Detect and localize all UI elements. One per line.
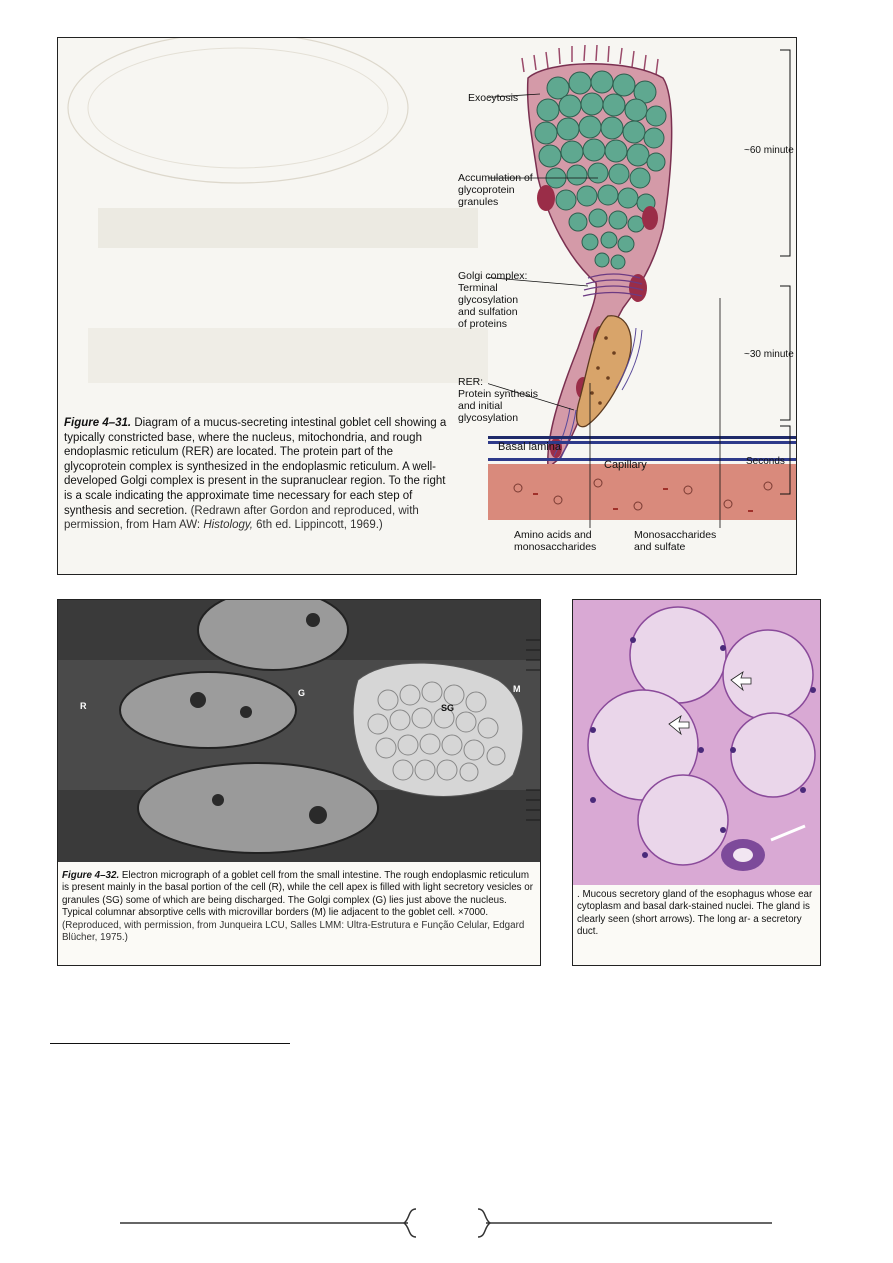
caption-title: Figure 4–32.: [62, 870, 120, 881]
label-monosaccharides: Monosaccharides and sulfate: [634, 529, 717, 553]
label-exocytosis: Exocytosis: [468, 92, 519, 104]
caption-body: Diagram of a mucus-secreting intestinal goblet cell showing a typically constricted base, where the nucleus, mitochondria, and rough endoplasmic reticulum (RER) are located. The protein part of the glycoprotein complex is synthesized in the endoplasmic reticulum. A well-developed Golgi complex is present in the supranuclear region. To the right is a scale indicating the approximate time necessary for each step of synthesis and secretion.: [64, 417, 447, 517]
time-60: ~60 minute: [744, 145, 794, 156]
label-amino-acids: Amino acids and monosaccharides: [514, 529, 597, 553]
figure-esophagus: [572, 599, 821, 966]
goblet-cell-diagram: [488, 38, 797, 575]
figure-4-32: [57, 599, 541, 966]
caption-ref-italic: Histology,: [203, 519, 253, 532]
em-label-g: G: [298, 688, 306, 698]
caption-title: Figure 4–31.: [64, 417, 132, 429]
label-golgi: Golgi complex: Terminal glycosylation and sulfation of proteins: [458, 270, 528, 330]
label-rer: RER: Protein synthesis and initial glycosylation: [458, 376, 538, 424]
footnote-rule: [50, 1043, 290, 1044]
caption-ref-a: (Redrawn after Gordon and reproduced, with permission, from Ham AW:: [64, 504, 419, 532]
em-label-m: M: [513, 684, 521, 694]
nucleus-bottom: [138, 763, 378, 853]
em-label-sg: SG: [441, 703, 455, 713]
page-footer: [120, 1207, 775, 1239]
figure-4-31: [57, 37, 797, 575]
caption-ref-b: 6th ed. Lippincott, 1969.): [252, 519, 383, 532]
nucleus-top: [198, 600, 348, 670]
caption-4-31: [64, 416, 450, 533]
em-label-r: R: [80, 701, 87, 711]
label-capillary: Capillary: [604, 459, 647, 471]
caption-4-32: [62, 870, 536, 944]
time-seconds: Seconds: [746, 456, 785, 467]
time-30: ~30 minute: [744, 349, 794, 360]
histology-image: [573, 600, 821, 885]
nucleus-mid: [120, 672, 296, 748]
caption-esophagus: . Mucous secretory gland of the esophagus whose ear cytoplasm and basal dark-stained nuclei. The gland is clearly seen (short arrows). The long ar- a secretory duct.: [577, 889, 813, 938]
caption-body: Electron micrograph of a goblet cell from the small intestine. The rough endoplasmic reticulum is present mainly in the basal portion of the cell (R), while the cell apex is filled with light secretory vesicles or granules (SG) some of which are being discharged. The Golgi complex (G) lies just above the nucleus. Typical columnar absorptive cells with microvillar borders (M) lie adjacent to the goblet cell. ×7000.: [62, 870, 534, 919]
time-scale: [780, 50, 790, 494]
caption-ref: (Reproduced, with permission, from Junqueira LCU, Salles LMM: Ultra-Estrutura e Função Celular, Edgard Blücher, 1975.): [62, 919, 525, 944]
electron-micrograph: [58, 600, 541, 862]
basal-lamina-line: [488, 436, 797, 439]
label-accumulation: Accumulation of glycoprotein granules: [458, 172, 533, 208]
label-basal-lamina: Basal lamina: [498, 441, 561, 453]
